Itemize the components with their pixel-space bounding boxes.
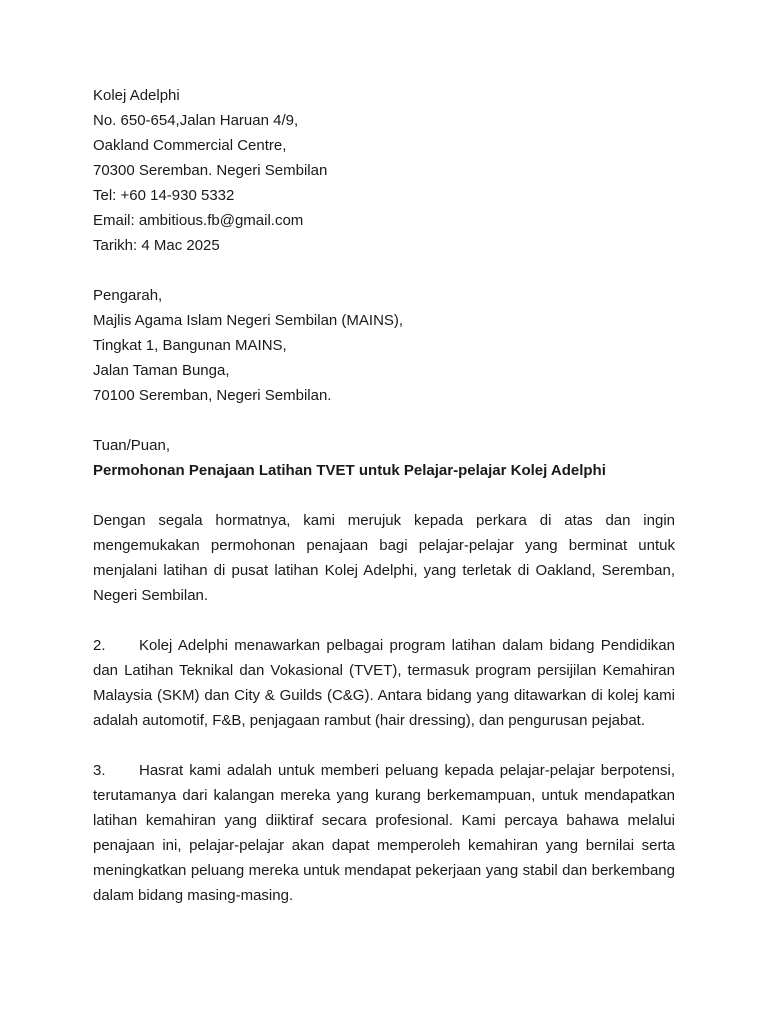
spacer (93, 483, 675, 508)
sender-city: 70300 Seremban. Negeri Sembilan (93, 162, 328, 179)
recipient-city: 70100 Seremban, Negeri Sembilan. (93, 387, 332, 404)
salutation: Tuan/Puan, (93, 437, 170, 454)
sender-phone: Tel: +60 14-930 5332 (93, 187, 235, 204)
body-paragraph-2 (93, 633, 675, 733)
letter-date: Tarikh: 4 Mac 2025 (93, 237, 220, 254)
spacer (93, 608, 675, 633)
recipient-title: Pengarah, (93, 287, 163, 304)
sender-email: Email: ambitious.fb@gmail.com (93, 212, 304, 229)
body-paragraph-3 (93, 758, 675, 908)
sender-name: Kolej Adelphi (93, 87, 180, 104)
spacer (93, 258, 675, 283)
sender-building: Oakland Commercial Centre, (93, 137, 287, 154)
spacer (93, 733, 675, 758)
sender-address-block (93, 83, 675, 258)
paragraph-text: Hasrat kami adalah untuk memberi peluang kepada pelajar-pelajar berpotensi, terutamanya dari kalangan mereka yang kurang berkemampuan, untuk mendapatkan latihan kemahiran yang diiktiraf secara profesional. Kami percaya bahawa melalui penajaan ini, pelajar-pelajar akan dapat memperoleh kemahiran yang bernilai serta meningkatkan peluang mereka untuk mendapat pekerjaan yang stabil dan berkembang dalam bidang masing-masing. (93, 762, 675, 904)
paragraph-number: 2. (93, 637, 106, 654)
body-paragraph-1 (93, 508, 675, 608)
letter-subject: Permohonan Penajaan Latihan TVET untuk Pelajar-pelajar Kolej Adelphi (93, 462, 606, 479)
letter-page (93, 83, 675, 908)
recipient-building: Tingkat 1, Bangunan MAINS, (93, 337, 287, 354)
paragraph-number: 3. (93, 762, 106, 779)
paragraph-text: Kolej Adelphi menawarkan pelbagai program latihan dalam bidang Pendidikan dan Latihan Teknikal dan Vokasional (TVET), termasuk program persijilan Kemahiran Malaysia (SKM) dan City & Guilds (C&G). Antara bidang yang ditawarkan di kolej kami adalah automotif, F&B, penjagaan rambut (hair dressing), dan pengurusan pejabat. (93, 637, 675, 729)
recipient-street: Jalan Taman Bunga, (93, 362, 230, 379)
paragraph-text: Dengan segala hormatnya, kami merujuk kepada perkara di atas dan ingin mengemukakan permohonan penajaan bagi pelajar-pelajar yang berminat untuk menjalani latihan di pusat latihan Kolej Adelphi, yang terletak di Oakland, Seremban, Negeri Sembilan. (93, 512, 675, 604)
recipient-address-block (93, 283, 675, 408)
recipient-organization: Majlis Agama Islam Negeri Sembilan (MAINS), (93, 312, 404, 329)
spacer (93, 408, 675, 433)
sender-street: No. 650-654,Jalan Haruan 4/9, (93, 112, 299, 129)
